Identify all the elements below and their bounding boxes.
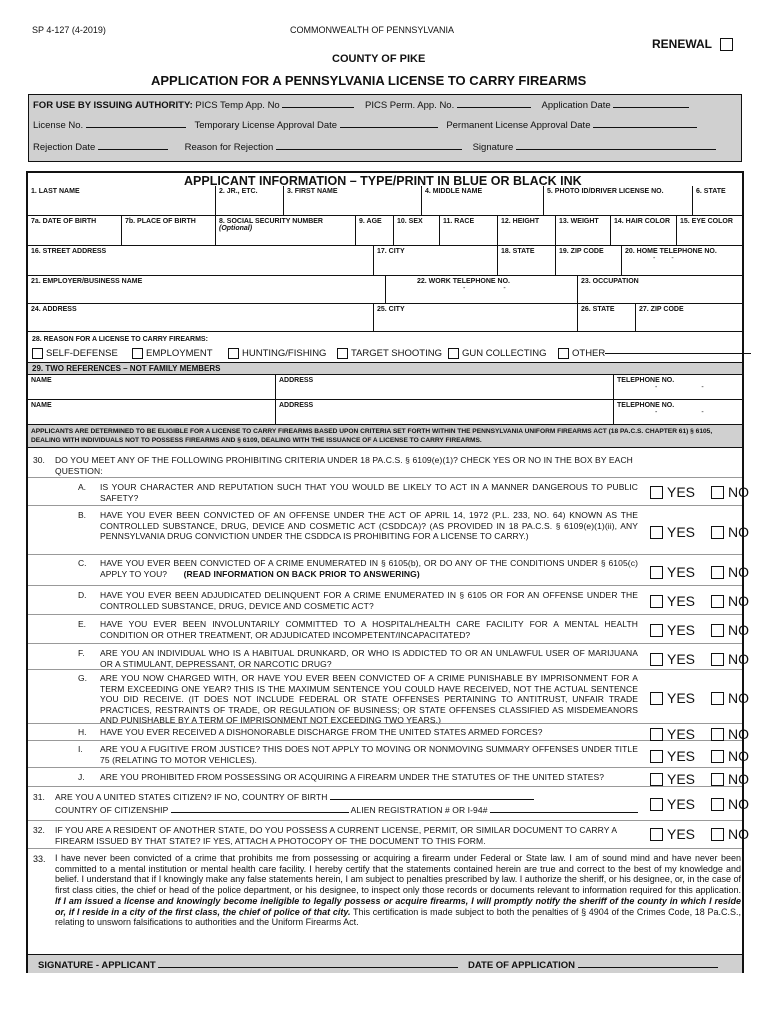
q30-item-text: ARE YOU A FUGITIVE FROM JUSTICE? THIS DOES NOT APPLY TO MOVING OR NONMOVING SUMMARY OFFENSES UNDER TITLE 75 (RELATING TO MOTOR VEHICLES). bbox=[100, 744, 638, 765]
yes-label: YES bbox=[667, 593, 696, 609]
q32-text: IF YOU ARE A RESIDENT OF ANOTHER STATE, DO YOU POSSESS A CURRENT LICENSE, PERMIT, OR SIMILAR DOCUMENT TO CARRY A FIREARM ISSUED BY THAT STATE? IF YES, ATTACH A PHOTOCOPY OF THE DOCUMENT TO THIS FORM. bbox=[55, 825, 617, 846]
q30-item-letter: G. bbox=[78, 673, 87, 683]
issuing-authority-box bbox=[28, 94, 742, 162]
q30-d-no-checkbox[interactable] bbox=[711, 595, 724, 608]
references-heading-bar bbox=[28, 362, 742, 375]
application-date-input[interactable] bbox=[578, 967, 718, 968]
yes-label: YES bbox=[667, 796, 696, 812]
applicant-row-4 bbox=[28, 276, 742, 304]
pics-perm-input[interactable] bbox=[457, 107, 531, 108]
eye-color-field[interactable]: 15. EYE COLOR bbox=[680, 218, 733, 225]
work-phone-label: 22. WORK TELEPHONE NO. bbox=[417, 278, 510, 285]
q30-b-no-checkbox[interactable] bbox=[711, 526, 724, 539]
q30-f-yes-no bbox=[650, 652, 749, 666]
question-divider bbox=[28, 740, 742, 741]
question-divider bbox=[28, 585, 742, 586]
reason-label: 28. REASON FOR A LICENSE TO CARRY FIREARMS: bbox=[32, 336, 208, 343]
q32-number: 32. bbox=[33, 825, 45, 835]
address-state-field[interactable]: 18. STATE bbox=[498, 246, 556, 275]
no-label: NO bbox=[728, 771, 750, 787]
no-label: NO bbox=[728, 796, 750, 812]
occupation-field[interactable]: 23. OCCUPATION bbox=[581, 278, 639, 285]
citizenship-label: COUNTRY OF CITIZENSHIP bbox=[55, 805, 169, 815]
question-divider bbox=[28, 643, 742, 644]
app-date-input[interactable] bbox=[613, 107, 689, 108]
ssn-label: 8. SOCIAL SECURITY NUMBER bbox=[219, 218, 323, 225]
q30-c-no-checkbox[interactable] bbox=[711, 566, 724, 579]
question-divider bbox=[28, 786, 742, 787]
gun-collecting-checkbox[interactable] bbox=[448, 348, 459, 359]
employment-checkbox[interactable] bbox=[132, 348, 143, 359]
eligibility-notice-bar bbox=[28, 425, 742, 448]
q30-item-text: HAVE YOU EVER BEEN ADJUDICATED DELINQUENT FOR A CRIME ENUMERATED IN § 6105 OR FOR AN OFFENSE UNDER THE CONTROLLED SUBSTANCE, DRUG, DEVICE AND COSMETIC ACT? bbox=[100, 590, 638, 611]
work-phone-field[interactable] bbox=[386, 276, 578, 303]
q30-item-letter: H. bbox=[78, 727, 87, 737]
q30-item-text: HAVE YOU EVER BEEN CONVICTED OF AN OFFENSE UNDER THE ACT OF APRIL 14, 1972 (P.L. 233, NO. 64) KNOWN AS THE CONTROLLED SUBSTANCE, DRUG, DEVICE AND COSMETIC ACT (CSDDCA)? (AS PROVIDED IN 18 PA.C.S. § 6109(e)(1)(ii), ANY PENNSYLVANIA DRUG CONVICTION UNDER THE CSDDCA IS PROHIBITING FOR A LICENSE TO CARRY.) bbox=[100, 510, 638, 541]
yes-label: YES bbox=[667, 564, 696, 580]
q30-item-text: HAVE YOU EVER BEEN CONVICTED OF A CRIME ENUMERATED IN § 6105(b), OR DO ANY OF THE CONDITIONS UNDER § 6105(c) APPLY TO YOU? (READ INFORMATION ON BACK PRIOR TO ANSWERING) bbox=[100, 558, 638, 579]
q30-item-text: IS YOUR CHARACTER AND REPUTATION SUCH THAT YOU WOULD BE LIKELY TO ACT IN A MANNER DANGEROUS TO PUBLIC SAFETY? bbox=[100, 482, 638, 503]
authority-line-1 bbox=[33, 100, 689, 111]
q30-h-yes-checkbox[interactable] bbox=[650, 728, 663, 741]
q30-item-letter: I. bbox=[78, 744, 83, 754]
renewal-field bbox=[652, 37, 733, 51]
q30-h-no-checkbox[interactable] bbox=[711, 728, 724, 741]
height-field[interactable]: 12. HEIGHT bbox=[498, 216, 556, 245]
dob-field[interactable]: 7a. DATE OF BIRTH bbox=[28, 216, 122, 245]
employer-city-field[interactable]: 25. CITY bbox=[374, 304, 578, 331]
q33-certification bbox=[55, 853, 741, 928]
q30-item-letter: F. bbox=[78, 648, 85, 658]
q30-h-yes-no bbox=[650, 727, 749, 741]
reference-row-2 bbox=[28, 400, 742, 425]
middle-name-field[interactable]: 4. MIDDLE NAME bbox=[422, 186, 544, 215]
q30-j-no-checkbox[interactable] bbox=[711, 773, 724, 786]
yes-label: YES bbox=[667, 771, 696, 787]
employer-state-field[interactable]: 26. STATE bbox=[578, 304, 636, 331]
q30-g-no-checkbox[interactable] bbox=[711, 692, 724, 705]
city-field[interactable]: 17. CITY bbox=[374, 246, 498, 275]
applicant-row-1 bbox=[28, 186, 742, 216]
authority-signature-input[interactable] bbox=[516, 149, 716, 150]
ref2-phone-field[interactable] bbox=[614, 400, 742, 424]
hair-color-field[interactable]: 14. HAIR COLOR bbox=[611, 216, 677, 245]
reason-rejection-input[interactable] bbox=[276, 149, 462, 150]
applicant-row-5 bbox=[28, 304, 742, 332]
q31-yes-checkbox[interactable] bbox=[650, 798, 663, 811]
authority-label: FOR USE BY ISSUING AUTHORITY: bbox=[33, 100, 193, 111]
question-divider bbox=[28, 614, 742, 615]
q30-e-no-checkbox[interactable] bbox=[711, 624, 724, 637]
q30-item-letter: A. bbox=[78, 482, 87, 492]
eligibility-notice: APPLICANTS ARE DETERMINED TO BE ELIGIBLE FOR A LICENSE TO CARRY FIREARMS BASED UPON CRITERIA SET FORTH WITHIN THE PENNSYLVANIA UNIFORM FIREARMS ACT (18 PA.C.S. CHAPTER 61) § 6105, DEALING WITH INDIVIDUALS NOT TO POSSESS FIREARMS AND § 6109, DEALING WITH THE ISSUANCE OF A LICENSE TO CARRY FIREARMS. bbox=[31, 428, 713, 444]
q30-item-letter: B. bbox=[78, 510, 87, 520]
q33-text-b: If I am issued a license and knowingly become ineligible to legally possess or acquire firearms, I will promptly notify the sheriff of the county in which I reside or, if I reside in a city of the first class, the chief of police of that city. bbox=[55, 895, 741, 917]
weight-field[interactable]: 13. WEIGHT bbox=[556, 216, 611, 245]
other-checkbox[interactable] bbox=[558, 348, 569, 359]
license-no-label: License No. bbox=[33, 120, 84, 131]
reason-options bbox=[32, 348, 751, 359]
ref1-phone-label: TELEPHONE NO. bbox=[617, 377, 675, 384]
race-field[interactable]: 11. RACE bbox=[440, 216, 498, 245]
q33-number: 33. bbox=[33, 854, 46, 864]
q31-number: 31. bbox=[33, 792, 45, 802]
hunting-fishing-label: HUNTING/FISHING bbox=[242, 348, 327, 359]
citizenship-input[interactable] bbox=[171, 812, 349, 813]
license-no-input[interactable] bbox=[86, 127, 186, 128]
zip-field[interactable]: 19. ZIP CODE bbox=[556, 246, 622, 275]
question-divider bbox=[28, 820, 742, 821]
no-label: NO bbox=[728, 593, 750, 609]
q30-b-yes-checkbox[interactable] bbox=[650, 526, 663, 539]
question-divider bbox=[28, 554, 742, 555]
no-label: NO bbox=[728, 622, 750, 638]
ref2-phone-label: TELEPHONE NO. bbox=[617, 402, 675, 409]
pics-temp-input[interactable] bbox=[282, 107, 354, 108]
hunting-fishing-checkbox[interactable] bbox=[228, 348, 239, 359]
first-name-field[interactable]: 3. FIRST NAME bbox=[284, 186, 422, 215]
yes-label: YES bbox=[667, 726, 696, 742]
page-title: APPLICATION FOR A PENNSYLVANIA LICENSE TO CARRY FIREARMS bbox=[151, 73, 587, 88]
sex-field[interactable]: 10. SEX bbox=[394, 216, 440, 245]
authority-signature-label: Signature bbox=[472, 142, 514, 153]
rejection-date-input[interactable] bbox=[98, 149, 168, 150]
ref1-address-field[interactable]: ADDRESS bbox=[276, 375, 614, 399]
q30-item-text: HAVE YOU EVER BEEN INVOLUNTARILY COMMITTED TO A HOSPITAL/HEALTH CARE FACILITY FOR A MENTAL HEALTH CONDITION OR OTHER TREATMENT, OR ADJUDICATED INCOMPETENT/INCAPACITATED? bbox=[100, 619, 638, 640]
q32-yes-checkbox[interactable] bbox=[650, 828, 663, 841]
photo-id-field[interactable]: 5. PHOTO ID/DRIVER LICENSE NO. bbox=[544, 186, 693, 215]
reason-rejection-label: Reason for Rejection bbox=[184, 142, 274, 153]
q30-a-no-checkbox[interactable] bbox=[711, 486, 724, 499]
q30-e-yes-checkbox[interactable] bbox=[650, 624, 663, 637]
ref2-name-field[interactable]: NAME bbox=[28, 400, 276, 424]
ref2-address-field[interactable]: ADDRESS bbox=[276, 400, 614, 424]
street-address-field[interactable]: 16. STREET ADDRESS bbox=[28, 246, 374, 275]
q32-no-checkbox[interactable] bbox=[711, 828, 724, 841]
authority-line-3 bbox=[33, 142, 716, 153]
target-shooting-label: TARGET SHOOTING bbox=[351, 348, 442, 359]
no-label: NO bbox=[728, 748, 750, 764]
q30-i-yes-checkbox[interactable] bbox=[650, 750, 663, 763]
q31-no-checkbox[interactable] bbox=[711, 798, 724, 811]
perm-approval-label: Permanent License Approval Date bbox=[446, 120, 591, 131]
q31-yes-no bbox=[650, 797, 749, 811]
app-date-label: Application Date bbox=[541, 100, 611, 111]
yes-label: YES bbox=[667, 524, 696, 540]
ssn-optional: (Optional) bbox=[219, 225, 253, 232]
question-divider bbox=[28, 723, 742, 724]
reference-row-1 bbox=[28, 375, 742, 400]
form-number: SP 4-127 (4-2019) bbox=[32, 25, 106, 35]
applicant-signature-field[interactable] bbox=[38, 960, 458, 971]
employment-label: EMPLOYMENT bbox=[146, 348, 213, 359]
q30-c-yes-checkbox[interactable] bbox=[650, 566, 663, 579]
last-name-field[interactable]: 1. LAST NAME bbox=[28, 186, 216, 215]
q30-item-letter: C. bbox=[78, 558, 87, 568]
yes-label: YES bbox=[667, 484, 696, 500]
q33-text-c: This certification is made subject to both the penalties of § 4904 of the Crimes Code, 18 Pa.C.S., relating to unsworn falsifications to authorities and the Uniform Firearms Act. bbox=[55, 906, 741, 928]
temp-approval-label: Temporary License Approval Date bbox=[194, 120, 338, 131]
q30-g-yes-checkbox[interactable] bbox=[650, 692, 663, 705]
ref1-phone-field[interactable] bbox=[614, 375, 742, 399]
application-date-label: DATE OF APPLICATION bbox=[468, 960, 575, 971]
other-label: OTHER bbox=[572, 348, 606, 359]
q30-b-yes-no bbox=[650, 525, 749, 539]
q30-c-yes-no bbox=[650, 565, 749, 579]
ref1-name-field[interactable]: NAME bbox=[28, 375, 276, 399]
ssn-field[interactable] bbox=[216, 216, 356, 245]
q30-item-text: ARE YOU PROHIBITED FROM POSSESSING OR ACQUIRING A FIREARM UNDER THE STATUTES OF THE UNITED STATES? bbox=[100, 772, 605, 782]
rejection-date-label: Rejection Date bbox=[33, 142, 96, 153]
q30-j-yes-checkbox[interactable] bbox=[650, 773, 663, 786]
question-divider bbox=[28, 477, 742, 478]
q32-yes-no bbox=[650, 827, 749, 841]
no-label: NO bbox=[728, 826, 750, 842]
q30-a-yes-checkbox[interactable] bbox=[650, 486, 663, 499]
applicant-row-3 bbox=[28, 246, 742, 276]
temp-approval-input[interactable] bbox=[340, 127, 438, 128]
age-field[interactable]: 9. AGE bbox=[356, 216, 394, 245]
q30-item-text: HAVE YOU EVER RECEIVED A DISHONORABLE DISCHARGE FROM THE UNITED STATES ARMED FORCES? bbox=[100, 727, 543, 737]
q30-i-yes-no bbox=[650, 749, 749, 763]
q31-citizenship-line bbox=[55, 805, 638, 816]
commonwealth-label: COMMONWEALTH OF PENNSYLVANIA bbox=[290, 25, 455, 35]
q30-e-yes-no bbox=[650, 623, 749, 637]
employer-field[interactable]: 21. EMPLOYER/BUSINESS NAME bbox=[28, 276, 386, 303]
employer-address-field[interactable]: 24. ADDRESS bbox=[28, 304, 374, 331]
authority-line-2 bbox=[33, 120, 697, 131]
home-phone-dashes: - - bbox=[653, 255, 674, 262]
county-label: COUNTY OF PIKE bbox=[332, 53, 426, 65]
question-divider bbox=[28, 669, 742, 670]
home-phone-label: 20. HOME TELEPHONE NO. bbox=[625, 248, 717, 255]
ref1-phone-dashes: - - bbox=[655, 384, 704, 391]
ref2-phone-dashes: - - bbox=[655, 409, 704, 416]
q30-d-yes-no bbox=[650, 594, 749, 608]
q30-a-yes-no bbox=[650, 485, 749, 499]
q30-item-text: ARE YOU AN INDIVIDUAL WHO IS A HABITUAL DRUNKARD, OR WHO IS ADDICTED TO OR AN UNLAWFUL USER OF MARIJUANA OR A STIMULANT, DEPRESSANT, OR NARCOTIC DRUG? bbox=[100, 648, 638, 669]
q30-d-yes-checkbox[interactable] bbox=[650, 595, 663, 608]
q30-number: 30. bbox=[33, 455, 45, 465]
renewal-label: RENEWAL bbox=[652, 37, 712, 51]
no-label: NO bbox=[728, 651, 750, 667]
other-input[interactable] bbox=[605, 353, 751, 354]
alien-label: ALIEN REGISTRATION # OR I-94# bbox=[350, 805, 488, 815]
pics-temp-label: PICS Temp App. No bbox=[195, 100, 280, 111]
country-of-birth-input[interactable] bbox=[330, 799, 534, 800]
jr-field[interactable]: 2. JR., ETC. bbox=[216, 186, 284, 215]
work-phone-dashes: - - bbox=[463, 285, 506, 292]
self-defense-checkbox[interactable] bbox=[32, 348, 43, 359]
target-shooting-checkbox[interactable] bbox=[337, 348, 348, 359]
home-phone-field[interactable] bbox=[622, 246, 742, 275]
yes-label: YES bbox=[667, 651, 696, 667]
gun-collecting-label: GUN COLLECTING bbox=[462, 348, 547, 359]
q30-i-no-checkbox[interactable] bbox=[711, 750, 724, 763]
signature-bar bbox=[28, 954, 742, 973]
no-label: NO bbox=[728, 564, 750, 580]
q30-text: DO YOU MEET ANY OF THE FOLLOWING PROHIBITING CRITERIA UNDER 18 PA.C.S. § 6109(e)(1)? CHECK YES OR NO IN THE BOX BY EACH QUESTION: bbox=[55, 455, 633, 476]
applicant-signature-label: SIGNATURE - APPLICANT bbox=[38, 960, 156, 971]
q30-g-yes-no bbox=[650, 691, 749, 705]
no-label: NO bbox=[728, 690, 750, 706]
yes-label: YES bbox=[667, 690, 696, 706]
renewal-checkbox[interactable] bbox=[720, 38, 733, 51]
q31-text: ARE YOU A UNITED STATES CITIZEN? IF NO, COUNTRY OF BIRTH bbox=[55, 792, 328, 802]
q30-item-letter: E. bbox=[78, 619, 87, 629]
self-defense-label: SELF-DEFENSE bbox=[46, 348, 118, 359]
references-heading: 29. TWO REFERENCES – NOT FAMILY MEMBERS bbox=[32, 364, 221, 373]
yes-label: YES bbox=[667, 622, 696, 638]
applicant-row-2 bbox=[28, 216, 742, 246]
place-of-birth-field[interactable]: 7b. PLACE OF BIRTH bbox=[122, 216, 216, 245]
q30-f-no-checkbox[interactable] bbox=[711, 653, 724, 666]
q31-text-line bbox=[55, 792, 534, 803]
yes-label: YES bbox=[667, 748, 696, 764]
applicant-signature-input[interactable] bbox=[158, 967, 458, 968]
q30-item-letter: D. bbox=[78, 590, 87, 600]
perm-approval-input[interactable] bbox=[593, 127, 697, 128]
employer-zip-field[interactable]: 27. ZIP CODE bbox=[639, 306, 684, 313]
no-label: NO bbox=[728, 484, 750, 500]
yes-label: YES bbox=[667, 826, 696, 842]
application-date-field[interactable] bbox=[468, 960, 718, 971]
no-label: NO bbox=[728, 726, 750, 742]
question-divider bbox=[28, 767, 742, 768]
question-divider bbox=[28, 848, 742, 849]
q30-f-yes-checkbox[interactable] bbox=[650, 653, 663, 666]
alien-input[interactable] bbox=[490, 812, 638, 813]
q30-j-yes-no bbox=[650, 772, 749, 786]
no-label: NO bbox=[728, 524, 750, 540]
pics-perm-label: PICS Perm. App. No. bbox=[365, 100, 455, 111]
applicant-heading: APPLICANT INFORMATION – TYPE/PRINT IN BLUE OR BLACK INK bbox=[184, 174, 582, 188]
q30-item-text: ARE YOU NOW CHARGED WITH, OR HAVE YOU EVER BEEN CONVICTED OF A CRIME PUNISHABLE BY IMPRISONMENT FOR A TERM EXCEEDING ONE YEAR? THIS IS THE MAXIMUM SENTENCE YOU COULD HAVE RECEIVED, NOT THE ACTUAL SENTENCE YOU DID RECEIVE. (IT DOES NOT INCLUDE FEDERAL OR STATE OFFENSES PERTAINING TO ANTITRUST, UNFAIR TRADE PRACTICES, RESTRAINTS OF TRADE, OR REGULATION OF BUSINESS; OR STATE OFFENSES CLASSIFIED AS MISDEMEANORS AND PUNISHABLE BY A TERM OF IMPRISONMENT NOT EXCEEDING TWO YEARS.) bbox=[100, 673, 638, 725]
state-field[interactable]: 6. STATE bbox=[696, 188, 726, 195]
q33-text-a: I have never been convicted of a crime that prohibits me from possessing or acquiring a firearm under Federal or State law. I am of sound mind and have never been committed to a mental institution or mental health care facility. I hereby certify that the statements contained herein are true and correct to the best of my knowledge and belief. I understand that if I knowingly make any false statements herein, I am subject to penalties prescribed by law. I authorize the sheriff, or his designee, or, in the case of first class cities, the chief or head of the police department, or his designee, to inspect only those records or documents relevant to information required for this application. bbox=[55, 853, 741, 896]
q30-item-letter: J. bbox=[78, 772, 85, 782]
question-divider bbox=[28, 505, 742, 506]
